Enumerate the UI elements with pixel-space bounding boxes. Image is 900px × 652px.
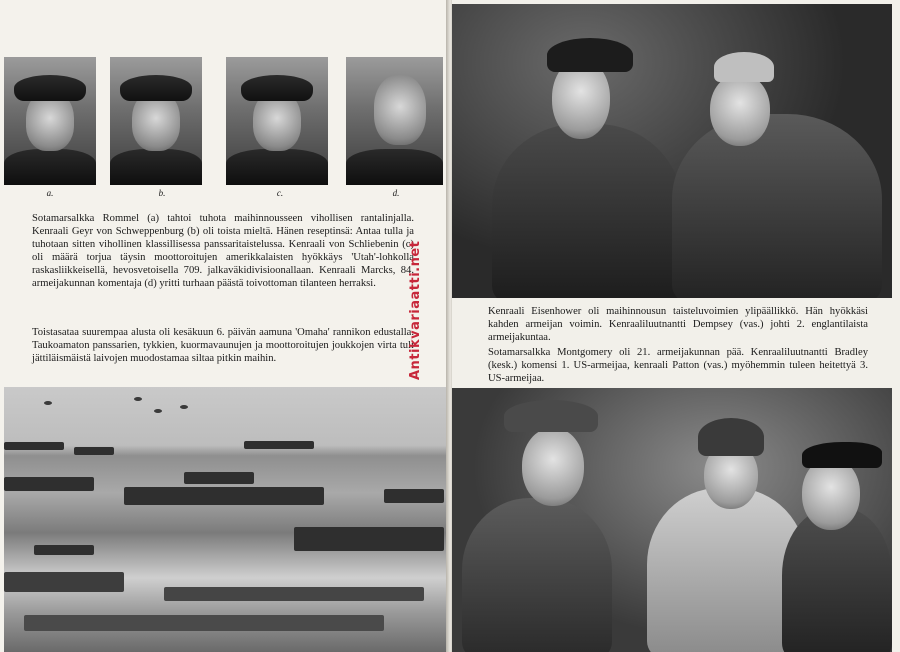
caption-montgomery: Sotamarsalkka Montgomery oli 21. armeijakunnan pää. Kenraaliluutnantti Bradley (kesk.) komensi 1. US-armeijaa, kenraali Patton (vas.) myöhemmin tuleen heitettyä 3. US-armeijaa. <box>488 347 868 384</box>
portrait-rommel <box>4 57 96 185</box>
paragraph-generals: Sotamarsalkka Rommel (a) tahtoi tuhota maihinnousseen vihollisen rantalinjalla. Kenraali Geyr von Schweppenburg (b) oli toista mieltä. Hänen reseptinsä: Antaa tulla ja tuhotaan sitten vihollinen klassillisessa panssaritaistelussa. Kenraali von Schliebenin (c) oli määrä torjua täysin moottoroitujen amerikkalaisten hyökkäys 'Utah'-lohkolla raskasliikkeisellä, hevosvetoisella 709. jalkaväkidivisioonallaan. Kenraali Marcks, 84. armeijakunnan komentaja (d) yritti turhaan päästä toivottoman tilanteen herraksi. <box>32 213 414 289</box>
caption-eisenhower: Kenraali Eisenhower oli maihinnousun taisteluvoimien ylipäällikkö. Hän hyökkäsi kahden armeijan voimin. Kenraaliluutnantti Dempsey (vas.) johti 2. englantilaista armeijakuntaa. <box>488 306 868 343</box>
portrait-schweppenburg <box>110 57 202 185</box>
photo-eisenhower-dempsey <box>452 4 892 298</box>
portrait-label-b: b. <box>158 188 166 198</box>
portrait-schlieben <box>226 57 328 185</box>
watermark-text: Antikvariaatti.net <box>408 240 423 380</box>
photo-omaha-beach <box>4 387 446 652</box>
portrait-label-d: d. <box>392 188 400 198</box>
portrait-label-a: a. <box>46 188 54 198</box>
portrait-marcks <box>346 57 443 185</box>
portrait-label-c: c. <box>276 188 284 198</box>
paragraph-omaha: Toistasataa suurempaa alusta oli kesäkuun 6. päivän aamuna 'Omaha' rannikon edustalla. Taukoamaton panssarien, tykkien, kuormavaunujen ja moottoroitujen joukkojen virta tuli jättiläismäistä laivojen muodostamaa siltaa pitkin maihin. <box>32 327 414 364</box>
photo-montgomery-bradley-patton <box>452 388 892 652</box>
